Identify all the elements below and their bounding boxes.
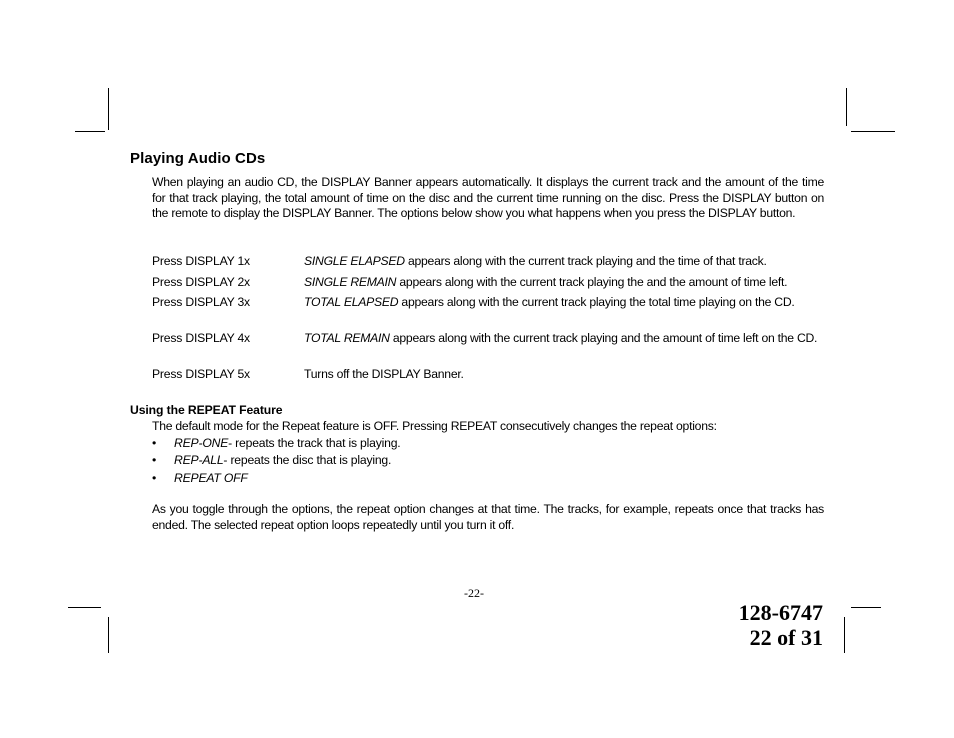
option-desc-text: appears along with the current track playing the and the amount of time left.	[396, 275, 788, 289]
option-label: Press DISPLAY 3x	[152, 295, 250, 309]
crop-mark	[846, 88, 847, 126]
crop-mark	[851, 607, 881, 608]
list-item	[152, 453, 391, 469]
option-mode: SINGLE ELAPSED	[304, 254, 405, 268]
option-mode: TOTAL ELAPSED	[304, 295, 399, 309]
option-description	[304, 331, 828, 347]
repeat-heading: Using the REPEAT Feature	[130, 403, 283, 417]
option-label: Press DISPLAY 4x	[152, 331, 250, 345]
list-item	[152, 471, 248, 487]
option-label: Press DISPLAY 2x	[152, 275, 250, 289]
bullet-icon: •	[152, 453, 157, 467]
bullet-icon: •	[152, 436, 157, 450]
option-description	[304, 275, 828, 291]
option-description	[304, 254, 828, 270]
repeat-option-desc: - repeats the disc that is playing.	[223, 453, 392, 467]
option-desc-text: appears along with the current track playing and the time of that track.	[404, 254, 767, 268]
option-desc-text: appears along with the current track playing the total time playing on the CD.	[398, 295, 795, 309]
crop-mark	[844, 617, 845, 653]
repeat-option-desc: - repeats the track that is playing.	[228, 436, 401, 450]
crop-mark	[68, 607, 101, 608]
option-mode: SINGLE REMAIN	[304, 275, 397, 289]
option-desc-text: appears along with the current track playing and the amount of time left on the CD.	[389, 331, 818, 345]
crop-mark	[108, 88, 109, 130]
page-count: 22 of 31	[749, 625, 823, 650]
option-description	[304, 295, 828, 311]
bullet-icon: •	[152, 471, 157, 485]
crop-mark	[851, 131, 895, 132]
crop-mark	[75, 131, 105, 132]
option-description	[304, 367, 828, 383]
option-desc-text: Turns off the DISPLAY Banner.	[304, 367, 464, 381]
document-number: 128-6747	[738, 600, 823, 625]
repeat-option-name: REP-ALL	[174, 453, 224, 467]
intro-paragraph: When playing an audio CD, the DISPLAY Banner appears automatically. It displays the current track and the amount of the time for that track playing, the total amount of time on the disc and the current time running on the disc. Press the DISPLAY button on the remote to display the DISPLAY Banner. The options below show you what happens when you press the DISPLAY button.	[152, 175, 824, 221]
option-mode: TOTAL REMAIN	[304, 331, 390, 345]
section-heading: Playing Audio CDs	[130, 150, 266, 167]
crop-mark	[108, 617, 109, 653]
repeat-option-name: REPEAT OFF	[174, 471, 248, 485]
option-label: Press DISPLAY 5x	[152, 367, 250, 381]
option-label: Press DISPLAY 1x	[152, 254, 250, 268]
list-item	[152, 436, 400, 452]
repeat-option-name: REP-ONE	[174, 436, 229, 450]
repeat-intro: The default mode for the Repeat feature is OFF. Pressing REPEAT consecutively changes the repeat options:	[152, 419, 717, 433]
document-code	[739, 600, 823, 650]
page-number: -22-	[464, 586, 484, 600]
repeat-outro: As you toggle through the options, the repeat option changes at that time. The tracks, for example, repeats once that tracks has ended. The selected repeat option loops repeatedly until you turn it off.	[152, 502, 824, 532]
